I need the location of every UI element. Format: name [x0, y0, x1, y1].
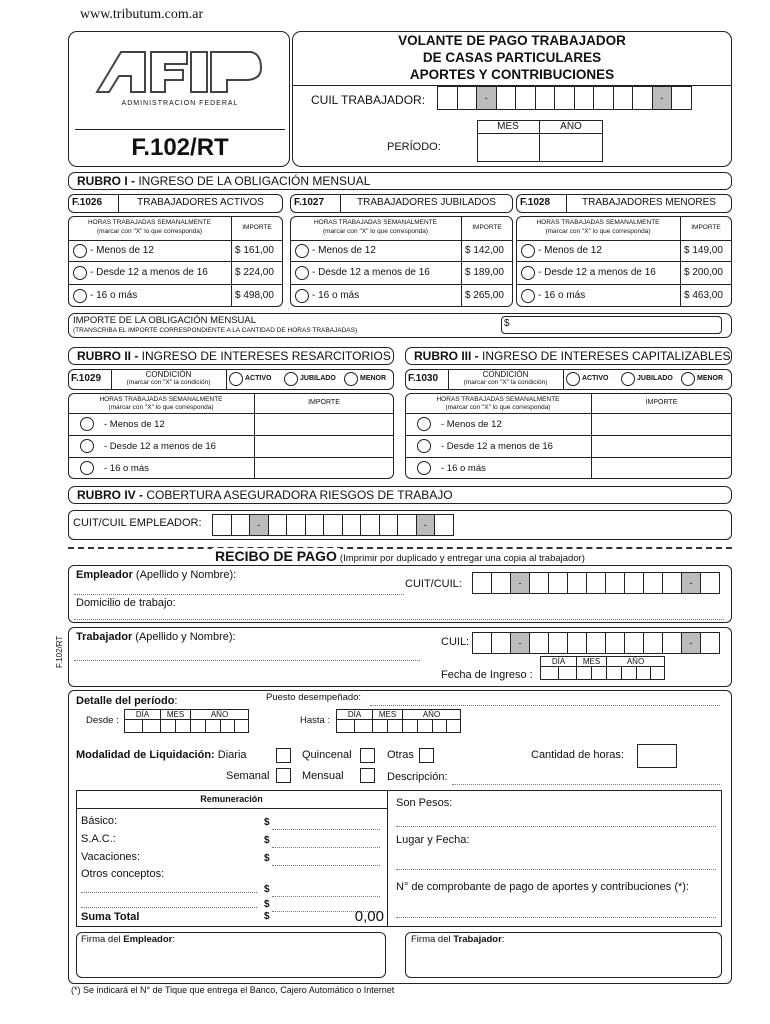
- hours-note: (marcar con "X" lo que corresponda): [322, 228, 429, 235]
- otras-label: Otras: [387, 749, 414, 761]
- date-digit[interactable]: [606, 666, 622, 680]
- date-digit[interactable]: [446, 719, 461, 733]
- hasta-label: Hasta :: [300, 715, 331, 726]
- condicion-label: CONDICIÓN: [145, 370, 192, 379]
- date-digit[interactable]: [220, 719, 235, 733]
- option-label: - 16 o más: [90, 289, 138, 301]
- dia-header: DÍA: [540, 656, 577, 667]
- diaria-checkbox[interactable]: [276, 748, 291, 763]
- option-radio[interactable]: [521, 289, 535, 303]
- option-label: - Menos de 12: [538, 244, 602, 256]
- cuit-empleador-digit[interactable]: [286, 514, 306, 536]
- cuit-empleador-digit[interactable]: [249, 514, 269, 536]
- condicion-note: (marcar con "X" la condición): [463, 379, 548, 386]
- option-label: - Menos de 12: [312, 244, 376, 256]
- cuit-empleador-digit[interactable]: [360, 514, 380, 536]
- cuitcuil-digit[interactable]: [510, 572, 530, 594]
- option-radio[interactable]: [521, 266, 535, 280]
- cuil-digit[interactable]: [567, 632, 587, 654]
- date-digit[interactable]: [650, 666, 665, 680]
- option-label: - 16 o más: [538, 289, 586, 301]
- option-label: - Desde 12 a menos de 16: [312, 266, 430, 278]
- cuil-trabajador-digit[interactable]: [476, 86, 497, 110]
- option-radio[interactable]: [80, 461, 94, 475]
- suma-total-label: Suma Total: [81, 911, 140, 923]
- cuit-empleador-digit[interactable]: [323, 514, 343, 536]
- suma-dollar: $: [264, 911, 270, 922]
- mensual-checkbox[interactable]: [360, 768, 375, 783]
- cuit-empleador-digit[interactable]: [305, 514, 325, 536]
- form-code: F.1030: [408, 373, 439, 384]
- mes-header: MES: [576, 656, 607, 667]
- cuit-empleador-digit[interactable]: [231, 514, 251, 536]
- cuil-trabajador-digit[interactable]: [535, 86, 556, 110]
- form-code-F.1026: F.1026: [72, 197, 103, 208]
- cuil-digit[interactable]: [529, 632, 549, 654]
- sac-label: S.A.C.:: [81, 833, 116, 845]
- vacaciones-label: Vacaciones:: [81, 851, 141, 863]
- cuit-empleador-digit[interactable]: [416, 514, 436, 536]
- dollar-sign: $: [264, 853, 270, 864]
- date-digit[interactable]: [387, 719, 403, 733]
- cuil-trabajador-digit[interactable]: [437, 86, 458, 110]
- jubilado-label: JUBILADO: [637, 375, 673, 382]
- dash-sep: -: [423, 520, 427, 530]
- option-label: - 16 o más: [104, 463, 149, 474]
- jubilado-label: JUBILADO: [300, 375, 336, 382]
- cuit-empleador-digit[interactable]: [212, 514, 232, 536]
- dash-sep: -: [660, 93, 664, 103]
- importe-header: IMPORTE: [242, 224, 272, 231]
- rubro-3-header: RUBRO III - INGRESO DE INTERESES CAPITALIZABLES: [405, 347, 732, 365]
- price-value: $ 200,00: [684, 266, 723, 278]
- option-label: - Desde 12 a menos de 16: [104, 441, 216, 452]
- title-line-1: VOLANTE DE PAGO TRABAJADOR: [398, 33, 626, 48]
- cuitcuil-digit[interactable]: [548, 572, 568, 594]
- date-digit[interactable]: [540, 666, 559, 680]
- dollar-sign: $: [264, 884, 270, 895]
- dash-sep: -: [257, 520, 261, 530]
- cuitcuil-digit[interactable]: [567, 572, 587, 594]
- jubilado-radio[interactable]: [621, 372, 635, 386]
- condicion-label: CONDICIÓN: [482, 370, 529, 379]
- price-value: $ 149,00: [684, 244, 723, 256]
- cuil-digit[interactable]: [700, 632, 720, 654]
- cuit-empleador-digit[interactable]: [379, 514, 399, 536]
- hours-header: HORAS TRABAJADAS SEMANALMENTE: [436, 396, 560, 403]
- date-digit[interactable]: [621, 666, 637, 680]
- option-radio[interactable]: [73, 244, 87, 258]
- cantidad-horas-label: Cantidad de horas:: [531, 749, 624, 761]
- hours-header: HORAS TRABAJADAS SEMANALMENTE: [87, 219, 212, 226]
- option-radio[interactable]: [73, 289, 87, 303]
- hours-header: HORAS TRABAJADAS SEMANALMENTE: [99, 396, 223, 403]
- cantidad-horas-input[interactable]: [637, 744, 677, 768]
- cuil-trabajador-digit[interactable]: [496, 86, 517, 110]
- option-label: - Desde 12 a menos de 16: [90, 266, 208, 278]
- date-digit[interactable]: [372, 719, 388, 733]
- cuit-empleador-digit[interactable]: [342, 514, 362, 536]
- suma-total-value: 0,00: [354, 908, 384, 925]
- price-value: $ 161,00: [235, 244, 274, 256]
- hours-header: HORAS TRABAJADAS SEMANALMENTE: [536, 219, 660, 226]
- importe-obligacion-note: (TRANSCRIBA EL IMPORTE CORRESPONDIENTE A LA CANTIDAD DE HORAS TRABAJADAS): [73, 327, 358, 334]
- afip-logo: [95, 46, 265, 96]
- date-digit[interactable]: [417, 719, 433, 733]
- title-line-2: DE CASAS PARTICULARES: [422, 50, 602, 65]
- importe-header: IMPORTE: [472, 224, 502, 231]
- date-digit[interactable]: [124, 719, 143, 733]
- son-pesos-label: Son Pesos:: [396, 797, 453, 809]
- cuitcuil-digit[interactable]: [624, 572, 644, 594]
- option-label: - Desde 12 a menos de 16: [441, 441, 553, 452]
- price-value: $ 189,00: [465, 266, 504, 278]
- dash-sep: -: [518, 578, 522, 588]
- cuitcuil-digit[interactable]: [681, 572, 701, 594]
- importe-obligacion-label: IMPORTE DE LA OBLIGACIÓN MENSUAL: [73, 315, 257, 326]
- rubro-4-header: RUBRO IV - COBERTURA ASEGURADORA RIESGOS DE TRABAJO: [68, 486, 732, 504]
- semanal-label: Semanal: [226, 770, 270, 782]
- cuil-label: CUIL:: [441, 636, 470, 648]
- date-digit[interactable]: [636, 666, 651, 680]
- dia-header: DÍA: [124, 709, 161, 720]
- hours-note: (marcar con "X" lo que corresponda): [445, 404, 551, 411]
- price-value: $ 463,00: [684, 289, 723, 301]
- otras-checkbox[interactable]: [419, 748, 434, 763]
- cuil-digit[interactable]: [510, 632, 530, 654]
- cuitcuil-digit[interactable]: [529, 572, 549, 594]
- anio-header: AÑO: [606, 656, 665, 667]
- date-digit[interactable]: [402, 719, 418, 733]
- dash-sep: -: [484, 93, 488, 103]
- dollar-sign: $: [264, 817, 270, 828]
- dash-sep: -: [689, 638, 693, 648]
- price-value: $ 224,00: [235, 266, 274, 278]
- option-radio[interactable]: [73, 266, 87, 280]
- logo-text: ADMINISTRACION FEDERAL: [121, 100, 239, 107]
- comprobante-label: N° de comprobante de pago de aportes y contribuciones (*):: [396, 881, 690, 893]
- dia-header: DÍA: [336, 709, 373, 720]
- cuil-digit[interactable]: [491, 632, 511, 654]
- mensual-label: Mensual: [302, 770, 344, 782]
- option-radio[interactable]: [295, 244, 309, 258]
- cuit-empleador-digit[interactable]: [268, 514, 288, 536]
- cuil-digit[interactable]: [472, 632, 492, 654]
- date-digit[interactable]: [175, 719, 191, 733]
- importe-header: IMPORTE: [645, 399, 678, 406]
- dollar-sign: $: [264, 899, 270, 910]
- anio-label: AÑO: [560, 121, 582, 132]
- option-radio[interactable]: [80, 417, 94, 431]
- basico-label: Básico:: [81, 815, 118, 827]
- cuil-trabajador-digit[interactable]: [574, 86, 595, 110]
- date-digit[interactable]: [558, 666, 577, 680]
- site-url: www.tributum.com.ar: [80, 7, 204, 22]
- cuil-trabajador-digit[interactable]: [457, 86, 478, 110]
- firma-empleador-label: Firma del Empleador:: [81, 934, 175, 945]
- cuil-digit[interactable]: [624, 632, 644, 654]
- cuit-empleador-digit[interactable]: [434, 514, 454, 536]
- cuil-trabajador-digit[interactable]: [593, 86, 614, 110]
- col-label: TRABAJADORES MENORES: [582, 197, 716, 208]
- condicion-note: (marcar con "X" la condición): [126, 379, 211, 386]
- cuitcuil-digit[interactable]: [586, 572, 606, 594]
- cuil-trabajador-digit[interactable]: [515, 86, 536, 110]
- rubro-1-header: RUBRO I - INGRESO DE LA OBLIGACIÓN MENSUAL: [68, 172, 732, 190]
- hours-note: (marcar con "X" lo que corresponda): [108, 404, 214, 411]
- date-digit[interactable]: [432, 719, 447, 733]
- date-digit[interactable]: [336, 719, 355, 733]
- cuil-digit[interactable]: [586, 632, 606, 654]
- cuitcuil-label: CUIT/CUIL:: [405, 578, 462, 590]
- option-radio[interactable]: [80, 439, 94, 453]
- descripcion-label: Descripción:: [387, 771, 448, 783]
- mes-label: MES: [497, 121, 519, 132]
- cuil-digit[interactable]: [605, 632, 625, 654]
- option-radio[interactable]: [417, 417, 431, 431]
- date-digit[interactable]: [354, 719, 373, 733]
- puesto-label: Puesto desempeñado:: [266, 692, 362, 703]
- hours-header: HORAS TRABAJADAS SEMANALMENTE: [313, 219, 438, 226]
- importe-header: IMPORTE: [308, 399, 340, 406]
- footnote: (*) Se indicará el N° de Tique que entrega el Banco, Cajero Automático o Internet: [71, 985, 395, 995]
- menor-label: MENOR: [360, 375, 387, 382]
- form-code-F.1028: F.1028: [520, 197, 551, 208]
- anio-header: AÑO: [190, 709, 249, 720]
- option-label: - Desde 12 a menos de 16: [538, 266, 656, 278]
- cuil-trabajador-digit[interactable]: [613, 86, 634, 110]
- anio-header: AÑO: [402, 709, 461, 720]
- cuil-trabajador-digit[interactable]: [554, 86, 575, 110]
- option-radio[interactable]: [417, 461, 431, 475]
- otros-label: Otros conceptos:: [81, 868, 165, 880]
- quincenal-checkbox[interactable]: [360, 748, 375, 763]
- hours-note: (marcar con "X" lo que corresponda): [545, 228, 651, 235]
- cuil-trabajador-digit[interactable]: [652, 86, 673, 110]
- menor-radio[interactable]: [344, 372, 358, 386]
- trabajador-label: Trabajador (Apellido y Nombre):: [76, 631, 236, 643]
- cuit-empleador-label: CUIT/CUIL EMPLEADOR:: [73, 517, 202, 529]
- domicilio-label: Domicilio de trabajo:: [76, 597, 176, 609]
- date-digit[interactable]: [591, 666, 607, 680]
- cuil-trabajador-label: CUIL TRABAJADOR:: [311, 93, 426, 107]
- cuil-trabajador-digit[interactable]: [632, 86, 653, 110]
- cuitcuil-digit[interactable]: [700, 572, 720, 594]
- date-digit[interactable]: [160, 719, 176, 733]
- lugar-fecha-label: Lugar y Fecha:: [396, 834, 470, 846]
- hours-note: (marcar con "X" lo que corresponda): [96, 228, 203, 235]
- form-code: F.1029: [71, 373, 102, 384]
- firma-trabajador-label: Firma del Trabajador:: [411, 934, 505, 945]
- mes-header: MES: [160, 709, 191, 720]
- col-label: TRABAJADORES JUBILADOS: [357, 197, 496, 208]
- option-label: - Menos de 12: [90, 244, 154, 256]
- option-radio[interactable]: [295, 289, 309, 303]
- remuneracion-header: Remuneración: [200, 794, 263, 804]
- cuitcuil-digit[interactable]: [491, 572, 511, 594]
- date-digit[interactable]: [234, 719, 249, 733]
- cuil-digit[interactable]: [643, 632, 663, 654]
- fecha-ingreso-label: Fecha de Ingreso :: [441, 669, 533, 681]
- cuit-empleador-digit[interactable]: [397, 514, 417, 536]
- cuitcuil-digit[interactable]: [643, 572, 663, 594]
- cuil-digit[interactable]: [681, 632, 701, 654]
- dollar-sign: $: [504, 318, 510, 329]
- date-digit[interactable]: [205, 719, 221, 733]
- activo-label: ACTIVO: [245, 375, 272, 382]
- dash-sep: -: [518, 638, 522, 648]
- option-label: - Menos de 12: [104, 419, 165, 430]
- option-radio[interactable]: [295, 266, 309, 280]
- cuitcuil-digit[interactable]: [662, 572, 682, 594]
- rubro-2-header: RUBRO II - INGRESO DE INTERESES RESARCITORIOS: [68, 347, 394, 365]
- activo-radio[interactable]: [566, 372, 580, 386]
- price-value: $ 265,00: [465, 289, 504, 301]
- date-digit[interactable]: [142, 719, 161, 733]
- quincenal-label: Quincenal: [302, 749, 352, 761]
- date-digit[interactable]: [576, 666, 592, 680]
- periodo-label: PERÍODO:: [387, 141, 441, 153]
- desde-label: Desde :: [86, 715, 119, 726]
- empleador-label: Empleador (Apellido y Nombre):: [76, 569, 237, 581]
- dollar-sign: $: [264, 835, 270, 846]
- price-value: $ 142,00: [465, 244, 504, 256]
- option-radio[interactable]: [521, 244, 535, 258]
- recibo-title-row: RECIBO DE PAGO (Imprimir por duplicado y entregar una copia al trabajador): [68, 548, 732, 566]
- form-code-F.1027: F.1027: [294, 197, 325, 208]
- detalle-label: Detalle del período:: [76, 695, 178, 707]
- importe-obligacion-input[interactable]: [501, 316, 722, 334]
- title-line-3: APORTES Y CONTRIBUCIONES: [409, 67, 615, 82]
- menor-radio[interactable]: [681, 372, 695, 386]
- jubilado-radio[interactable]: [284, 372, 298, 386]
- cuil-digit[interactable]: [548, 632, 568, 654]
- side-code: F.102/RT: [55, 635, 64, 668]
- cuil-digit[interactable]: [662, 632, 682, 654]
- option-radio[interactable]: [417, 439, 431, 453]
- cuil-trabajador-digit[interactable]: [671, 86, 692, 110]
- cuitcuil-digit[interactable]: [605, 572, 625, 594]
- date-digit[interactable]: [190, 719, 206, 733]
- dash-sep: -: [689, 578, 693, 588]
- modalidad-row: Modalidad de Liquidación: Diaria: [76, 749, 247, 761]
- option-label: - 16 o más: [441, 463, 486, 474]
- col-label: TRABAJADORES ACTIVOS: [137, 197, 264, 208]
- option-label: - 16 o más: [312, 289, 360, 301]
- activo-label: ACTIVO: [582, 375, 609, 382]
- cuitcuil-digit[interactable]: [472, 572, 492, 594]
- activo-radio[interactable]: [229, 372, 243, 386]
- importe-header: IMPORTE: [691, 224, 721, 231]
- mes-header: MES: [372, 709, 403, 720]
- form-code: F.102/RT: [131, 134, 229, 161]
- menor-label: MENOR: [697, 375, 724, 382]
- price-value: $ 498,00: [235, 289, 274, 301]
- semanal-checkbox[interactable]: [276, 768, 291, 783]
- option-label: - Menos de 12: [441, 419, 502, 430]
